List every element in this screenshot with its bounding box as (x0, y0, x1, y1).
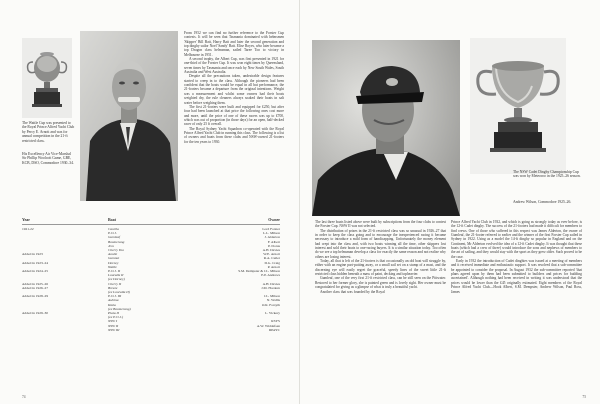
paragraph: Today, all that is left of the 21-footers is that occasionally an old boat will struggle by, either with an engine part-putting away, or a small sail set on a stump of a mast, and the discerning eye will easily regret the graceful, speedy lines of the sweet little 21-ft restricted class hidden beneath a mass of paint, decking and topheavier. (315, 259, 446, 277)
boat-cell: (ex Dorney) (108, 277, 125, 282)
right-body-col1 (315, 220, 446, 294)
boat-cell: Breeze (108, 285, 118, 290)
boat-cell: (ex Louralla II) (108, 290, 130, 295)
paragraph: The first 21-footers were built and equipped for £250, but after four had been launched at that price the following ones cost more and more, until the price of one of these racers was up to £700, which was out of proportion (in those days) for an open, half-decked racer of only 25 ft overall. (184, 104, 284, 127)
year-cell: Added in 1926–27 (22, 285, 49, 290)
paragraph: Despite all the precautions taken, undesirable design features started to creep in to the class. Although the pioneers had been confident that the boats would be equal in all but performance, the 21-footers became a departure from the original intentions. Weight was a measurement and whilst some owners had their boats weighted dry, the rule cleaners always soaked their boats in salt water before weighing them. (184, 74, 284, 105)
owner-cell: D.G. Craig (264, 260, 280, 265)
list-header (22, 217, 280, 225)
boat-cell: Wattle (108, 264, 117, 269)
year-cell: Added in 1924–25 (22, 269, 49, 274)
owner-cell: R.A. Cutler (263, 256, 280, 261)
owner-cell: P. Arnott (267, 264, 280, 269)
owner-cell: J.M. Hordern (261, 285, 280, 290)
boat-cell: NSW I (108, 319, 118, 324)
year-cell: Added in 1923 (22, 252, 43, 257)
wattle-cup-photo (22, 38, 72, 118)
boat-cell: Cherry II (108, 281, 122, 286)
owner-cell: J.L. Milson (263, 294, 280, 299)
owner-cell: E.P. Andrews (261, 273, 280, 278)
owner-column-header: Owner (268, 217, 280, 222)
year-cell: Added in 1925–26 (22, 281, 49, 286)
owner-cell: W.E. Arnott (263, 252, 280, 257)
boat-cell: Aoulie (108, 252, 118, 257)
boat-cell: E.O.J. III (108, 294, 122, 299)
owner-cell: Lord Forster (262, 227, 280, 231)
boat-cell: Gumnut (108, 256, 120, 261)
table-row (22, 328, 280, 332)
owner-cell: J. Alderton (264, 235, 280, 240)
year-cell: Added in 1928–29 (22, 294, 49, 299)
page-number: 74 (22, 395, 26, 399)
year-cell: Added in 1929–30 (22, 311, 49, 316)
paragraph: A second trophy, the Albert Cup, was first presented in 1921 for one-third of the Forster Cup. It was won eight times by Queensland, seven times by Tasmania and once each by New South Wales, South Australia and West Australia. (184, 57, 284, 75)
boat-cell: Cherry Too (108, 248, 124, 253)
boat-cell: Boomerang (108, 239, 125, 244)
right-body-col2 (451, 220, 582, 294)
wilson-portrait-caption: Andrew Wilson, Commodore 1925–26. (513, 200, 572, 204)
cadet-dinghy-cup-photo (470, 38, 566, 174)
owners-boats-list (22, 217, 280, 332)
owner-cell: RSYS (271, 319, 280, 324)
owner-cell: A.H. Davies (262, 281, 280, 286)
owner-cell: L.L. Milson (263, 231, 280, 236)
paragraph: The last three boats listed above were built by subscriptions from the four clubs to contest the Forster Cup. NSW II was not selected. (315, 220, 446, 229)
boat-column-header: Boat (108, 217, 116, 222)
commodore-game-portrait (80, 31, 178, 201)
andrew-wilson-portrait (312, 40, 460, 216)
list-rows (22, 227, 280, 332)
boat-cell: Plata II (108, 311, 119, 316)
boat-cell: Dorney (108, 260, 119, 265)
boat-cell: Awhina (108, 298, 119, 303)
left-body-text (184, 31, 284, 144)
paragraph: Early in 1932 the introduction of Cadet dinghies was issued at a meeting of members and it received immediate and enthusiastic support. It was resolved that a sub-committee be appointed to consider the proposal. In August 1932 the sub-committee reported 'that plans agreed upon by them had been submitted to builders and prices for building ascertained'. Although nothing had been received in writing it was understood that the prices would be lower than the £45 originally estimated. Eight members of the Royal Prince Alfred Yacht Club—Hook Albert, S.M. Dempster, Andrew Wilson, Paul Ross, James (451, 259, 582, 294)
trophy-cup-icon (22, 38, 72, 118)
year-cell: 1921-22 (22, 227, 34, 231)
trophy-cup-icon (470, 38, 566, 174)
owner-cell: RPAYC (268, 327, 280, 332)
year-cell: Added in 1923–24 (22, 260, 49, 265)
year-column-header: Year (22, 217, 30, 222)
boat-cell: E.O.J. (108, 231, 117, 236)
paragraph: Another class that was founded by the Royal (320, 289, 385, 294)
cadet-cup-caption: The NSW Cadet Dinghy Championship Cup was won by Meteoroo in the 1925–26 season. (513, 170, 581, 179)
owner-cell: O.R. Forsyth (261, 302, 280, 307)
paragraph: From 1952 we can find no further reference to the Forster Cup contests. It will be seen that Tasmania dominated with helmsmen 'Skipper' Bill Batt, Harry Batt and later the second generation and top dinghy sailor Noel 'Sandy' Batt. Elise Royes, who later became a top Dragon class helmsman, sailed Taree Too to victory in Melbourne in 1951. (184, 31, 284, 57)
portrait-photo (312, 40, 460, 216)
page-number: 75 (582, 395, 586, 399)
paragraph: The distribution of prizes in the 21-ft restricted class was so unusual in 1926–27 that in order to keep the class going and to encourage the inexperienced racing it became necessary to introduce a mild form of handicapping. Unfortunately the money element had crept into the class and, with two boats winning all the time, other skippers lost interest and sold their boats to one-racing buyers. It is a similar situation today. Too often do we see a top helmsman develop a class for exactly the same reason and not realise why others are losing interest. (315, 228, 446, 259)
boat-cell: Jess (108, 243, 114, 248)
owner-cell: N. Wallis (266, 298, 280, 303)
year-cell (22, 328, 108, 332)
wattle-cup-caption: The Wattle Cup was presented to the Royal Prince Alfred Yacht Club by Percy E. Arnott and was for annual competition in the 21-ft restricted class. (22, 121, 75, 143)
right-page (300, 0, 600, 404)
portrait-photo (80, 31, 178, 201)
paragraph: Gumleaf, one of the very first 21-ft restricted class, can be still seen on the Pittwater. Restored to her former glory, she is painted green and is lovely sight. Her owner must be congratulated for giving us a glimpse of what is truly a beautiful yacht. (315, 276, 446, 290)
boat-cell: Kiala (108, 302, 116, 307)
boat-cell: Gumleaf (108, 235, 121, 240)
boat-cell: NSW II (108, 323, 119, 328)
owner-cell: S.M. Dempster & J.L. Milson (238, 269, 280, 274)
owner-cell: F. Albert (267, 239, 280, 244)
boat-cell: (ex Boomerang) (108, 306, 131, 311)
boat-cell: Louralla II (108, 273, 124, 278)
owner-cell: A.H. Davies (262, 248, 280, 253)
boat-cell: NSW III (108, 327, 120, 332)
portrait-caption: His Excellency Air Vice-Marshal Sir Phillip Woolcott Game, GBE, KCB, DSO, Commodore 1930–34. (22, 152, 74, 165)
paragraph: The Royal Sydney Yacht Squadron co-operated with the Royal Prince Alfred Yacht Club in running this class. The following is a list of owners and boats from these clubs and NSW-owned 21-footers for the ten years to 1930. (184, 126, 284, 144)
owner-cell: P. Dorus (268, 243, 280, 248)
owner-cell: L. Vickery (265, 311, 280, 316)
boat-cell: E.O.J. II (108, 269, 121, 274)
paragraph: Prince Alfred Yacht Club in 1932, and which is going as strongly today as ever before, is the 12-ft Cadet dinghy. The success of the 21-footers had made it difficult for members to find crews. One of those who suffered in this respect was James Alderton, the owner of Gumleaf, the 21-footer referred to earlier and the winner of the first Forster Cup sailed in Sydney in 1922. Using as a model the 14-ft dinghy so popular in England and on the Continent, Mr Alderton evolved the idea of a 12-ft Cadet dinghy. It was thought that these boats (which had a crew of three) would introduce the sons and nephews of members to the art of sailing, and they would stay with the sport as they grew older. Such proved to be the case. (451, 220, 582, 259)
boat-cell: Cavella (108, 227, 119, 231)
boat-cell: (ex E.O.J.) (108, 315, 124, 320)
owner-cell: A.W. Widdefsen (256, 323, 280, 328)
